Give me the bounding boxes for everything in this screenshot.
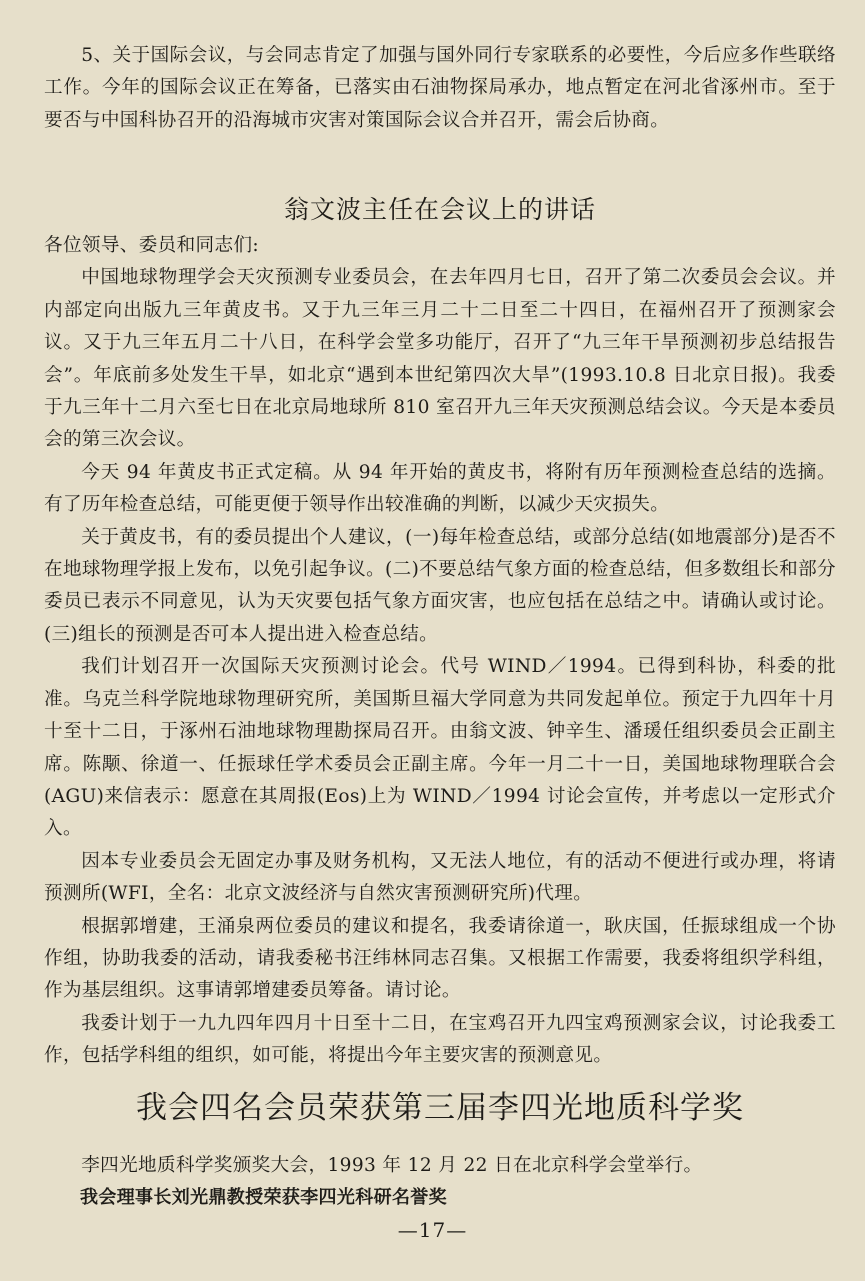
speech-paragraph-5: 因本专业委员会无固定办事及财务机构，又无法人地位，有的活动不便进行或办理，将请预测所(WFI，全名：北京文波经济与自然灾害预测研究所)代理。 (44, 850, 836, 905)
award-line-2: 我会理事长刘光鼎教授荣获李四光科研名誉奖 (80, 1187, 447, 1209)
speech-paragraph-3: 关于黄皮书，有的委员提出个人建议，(一)每年检查总结，或部分总结(如地震部分)是否不在地球物理学报上发布，以免引起争议。(二)不要总结气象方面的检查总结，但多数组长和部分委员已表示不同意见，认为天灾要包括气象方面灾害，也应包括在总结之中。请确认或讨论。(三)组长的预测是否可本人提出进入检查总结。 (44, 526, 836, 645)
speech-paragraph-1: 中国地球物理学会天灾预测专业委员会，在去年四月七日，召开了第二次委员会会议。并内部定向出版九三年黄皮书。又于九三年三月二十二日至二十四日，在福州召开了预测家会议。又于九三年五月二十八日，在科学会堂多功能厅，召开了“九三年干旱预测初步总结报告会”。年底前多处发生干旱，如北京“遇到本世纪第四次大旱”(1993.10.8 日北京日报)。我委于九三年十二月六至七日在北京局地球所 810 室召开九三年天灾预测总结会议。今天是本委员会的第三次会议。 (44, 267, 836, 451)
page-number: —17— (397, 1218, 468, 1242)
speech-paragraph-6: 根据郭增建，王涌泉两位委员的建议和提名，我委请徐道一，耿庆国，任振球组成一个协作组，协助我委的活动，请我委秘书汪纬林同志召集。又根据工作需要，我委将组织学科组，作为基层组织。这事请郭增建委员筹备。请讨论。 (44, 915, 836, 1002)
speech-salutation: 各位领导、委员和同志们: (44, 235, 259, 256)
award-line-1: 李四光地质科学奖颁奖大会，1993 年 12 月 22 日在北京科学会堂举行。 (81, 1155, 703, 1176)
speech-paragraph-2: 今天 94 年黄皮书正式定稿。从 94 年开始的黄皮书，将附有历年预测检查总结的选摘。有了历年检查总结，可能更便于领导作出较准确的判断，以减少天灾损失。 (44, 461, 836, 516)
intro-paragraph: 5、关于国际会议，与会同志肯定了加强与国外同行专家联系的必要性，今后应多作些联络工作。今年的国际会议正在筹备，已落实由石油物探局承办，地点暂定在河北省涿州市。至于要否与中国科协召开的沿海城市灾害对策国际会议合并召开，需会后协商。 (44, 45, 836, 131)
award-body (44, 1150, 836, 1215)
speech-body (44, 230, 836, 1073)
speech-paragraph-4: 我们计划召开一次国际天灾预测讨论会。代号 WIND／1994。已得到科协，科委的批准。乌克兰科学院地球物理研究所，美国斯旦福大学同意为共同发起单位。预定于九四年十月十至十二日，于涿州石油地球物理勘探局召开。由翁文波、钟辛生、潘瑗任组织委员会正副主席。陈颙、徐道一、任振球任学术委员会正副主席。今年一月二十一日，美国地球物理联合会(AGU)来信表示：愿意在其周报(Eos)上为 WIND／1994 讨论会宣传，并考虑以一定形式介入。 (44, 656, 836, 840)
speech-paragraph-7: 我委计划于一九九四年四月十日至十二日，在宝鸡召开九四宝鸡预测家会议，讨论我委工作，包括学科组的组织，如可能，将提出今年主要灾害的预测意见。 (44, 1012, 836, 1067)
award-title: 我会四名会员荣获第三届李四光地质科学奖 (136, 1090, 744, 1126)
intro-section (44, 40, 836, 137)
speech-title: 翁文波主任在会议上的讲话 (283, 195, 596, 224)
